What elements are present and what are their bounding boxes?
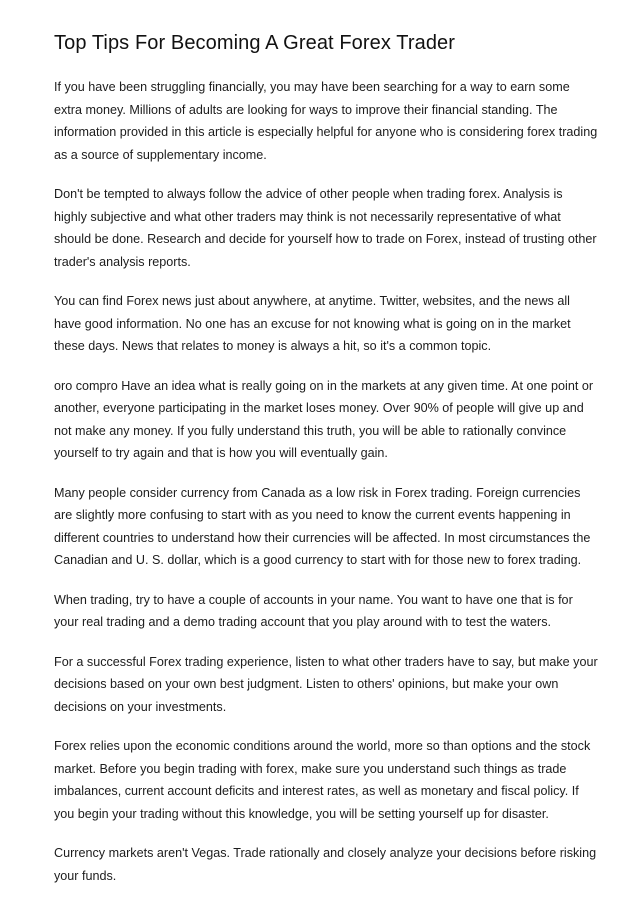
paragraph: You can find Forex news just about anywhere, at anytime. Twitter, websites, and the news all have good information. No one has an excuse for not knowing what is going on in the market these days. News that relates to money is always a hit, so it's a common topic. — [54, 294, 571, 353]
paragraph: Currency markets aren't Vegas. Trade rationally and closely analyze your decisions before risking your funds. — [54, 846, 597, 883]
paragraph: Many people consider currency from Canada as a low risk in Forex trading. Foreign currencies are slightly more confusing to start with as you need to know the current events happening in different countries to understand how their currencies will be affected. In most circumstances the Canadian and U. S. dollar, which is a good currency to start with for those new to forex trading. — [54, 485, 591, 567]
paragraph: If you have been struggling financially, you may have been searching for a way to earn some extra money. Millions of adults are looking for ways to improve their financial standing. The information provided in this article is especially helpful for anyone who is considering forex trading as a source of supplementary income. — [54, 80, 598, 162]
paragraph: When trading, try to have a couple of accounts in your name. You want to have one that is for your real trading and a demo trading account that you play around with to test the waters. — [54, 592, 573, 629]
paragraph: For a successful Forex trading experience, listen to what other traders have to say, but make your decisions based on your own best judgment. Listen to others' opinions, but make your own decisions on your investments. — [54, 654, 598, 714]
paragraph: Don't be tempted to always follow the advice of other people when trading forex. Analysis is highly subjective and what other traders may think is not necessarily representative of what should be done. Research and decide for yourself how to trade on Forex, instead of trusting other trader's analysis reports. — [54, 187, 597, 269]
document-title: Top Tips For Becoming A Great Forex Trader — [54, 32, 456, 54]
paragraph: oro compro Have an idea what is really going on in the markets at any given time. At one point or another, everyone participating in the market loses money. Over 90% of people will give up and not make any money. If you fully understand this truth, you will be able to rationally convince yourself to try again and that is how you will eventually gain. — [54, 378, 594, 460]
paragraph: Forex relies upon the economic conditions around the world, more so than options and the stock market. Before you begin trading with forex, make sure you understand such things as trade imbalances, current account deficits and interest rates, as well as monetary and fiscal policy. If you begin your trading without this knowledge, you will be setting yourself up for disaster. — [54, 739, 591, 821]
